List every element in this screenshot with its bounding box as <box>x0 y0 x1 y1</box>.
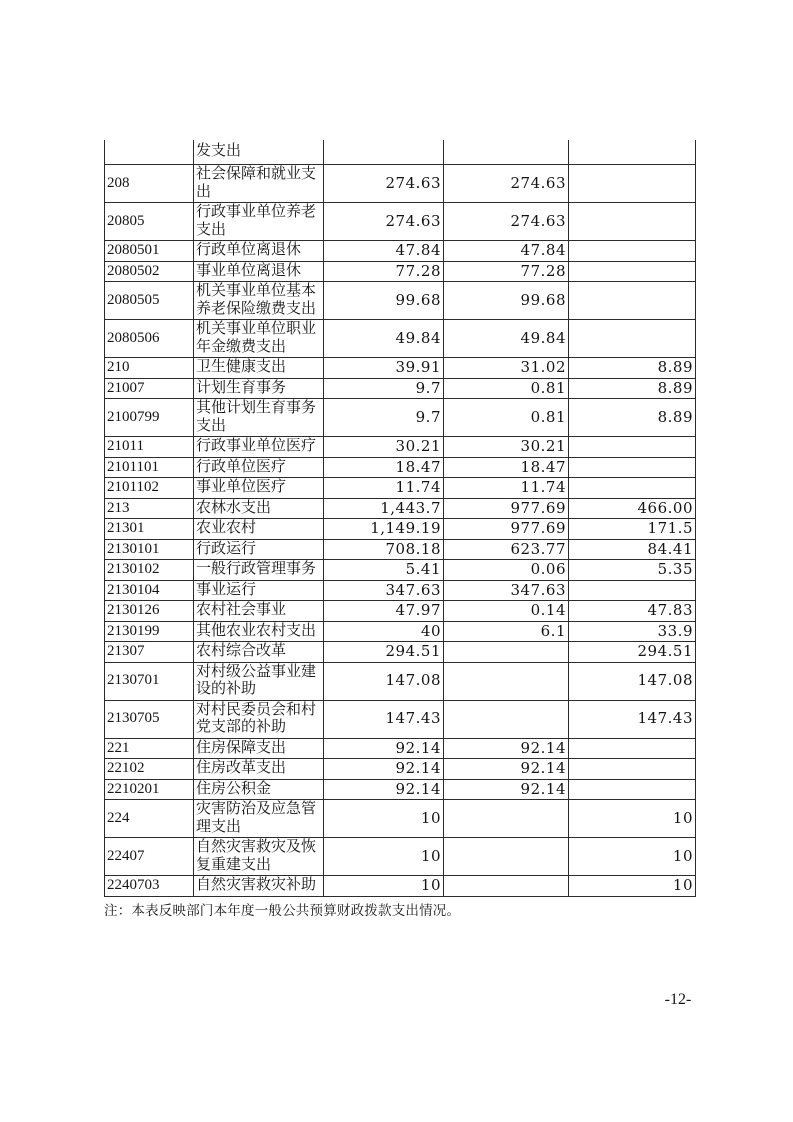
table-row <box>105 203 696 241</box>
amount-cell <box>444 662 569 700</box>
amount-cell: 49.84 <box>324 320 444 358</box>
amount-cell <box>444 140 569 165</box>
amount-cell: 99.68 <box>324 282 444 320</box>
amount-cell: 147.08 <box>569 662 696 700</box>
table-row <box>105 700 696 738</box>
code-cell: 2080506 <box>105 320 194 358</box>
amount-cell: 5.41 <box>324 560 444 581</box>
amount-cell <box>569 165 696 203</box>
item-name-cell: 对村民委员会和村党支部的补助 <box>194 700 324 738</box>
table-row <box>105 478 696 499</box>
amount-cell: 84.41 <box>569 539 696 560</box>
amount-cell: 49.84 <box>444 320 569 358</box>
amount-cell: 977.69 <box>444 519 569 540</box>
item-name-cell: 行政运行 <box>194 539 324 560</box>
code-cell: 2080505 <box>105 282 194 320</box>
table-row <box>105 759 696 780</box>
item-name-cell: 计划生育事务 <box>194 378 324 399</box>
amount-cell: 92.14 <box>324 759 444 780</box>
amount-cell: 274.63 <box>324 165 444 203</box>
amount-cell <box>569 241 696 262</box>
item-name-cell: 农业农村 <box>194 519 324 540</box>
amount-cell: 294.51 <box>569 642 696 663</box>
amount-cell: 77.28 <box>444 261 569 282</box>
amount-cell <box>444 642 569 663</box>
amount-cell: 11.74 <box>444 478 569 499</box>
item-name-cell: 行政事业单位医疗 <box>194 437 324 458</box>
amount-cell: 30.21 <box>444 437 569 458</box>
amount-cell: 47.84 <box>324 241 444 262</box>
amount-cell: 47.84 <box>444 241 569 262</box>
amount-cell: 11.74 <box>324 478 444 499</box>
table-row <box>105 378 696 399</box>
code-cell: 208 <box>105 165 194 203</box>
item-name-cell: 卫生健康支出 <box>194 358 324 379</box>
code-cell: 22407 <box>105 838 194 876</box>
item-name-cell: 机关事业单位职业年金缴费支出 <box>194 320 324 358</box>
table-row <box>105 539 696 560</box>
amount-cell: 347.63 <box>444 580 569 601</box>
table-row <box>105 738 696 759</box>
amount-cell: 92.14 <box>444 759 569 780</box>
amount-cell: 274.63 <box>444 165 569 203</box>
table-row <box>105 241 696 262</box>
amount-cell: 47.97 <box>324 601 444 622</box>
amount-cell: 40 <box>324 621 444 642</box>
code-cell: 2101102 <box>105 478 194 499</box>
table-row <box>105 601 696 622</box>
amount-cell: 0.81 <box>444 399 569 437</box>
item-name-cell: 自然灾害救灾补助 <box>194 876 324 897</box>
table-row <box>105 261 696 282</box>
amount-cell: 10 <box>324 838 444 876</box>
amount-cell: 92.14 <box>324 779 444 800</box>
amount-cell: 977.69 <box>444 498 569 519</box>
table-row <box>105 779 696 800</box>
item-name-cell: 其他农业农村支出 <box>194 621 324 642</box>
amount-cell: 5.35 <box>569 560 696 581</box>
code-cell: 2130104 <box>105 580 194 601</box>
amount-cell <box>569 437 696 458</box>
code-cell: 221 <box>105 738 194 759</box>
code-cell: 213 <box>105 498 194 519</box>
amount-cell: 77.28 <box>324 261 444 282</box>
item-name-cell: 自然灾害救灾及恢复重建支出 <box>194 838 324 876</box>
amount-cell: 347.63 <box>324 580 444 601</box>
amount-cell <box>569 580 696 601</box>
amount-cell: 10 <box>569 876 696 897</box>
code-cell: 2101101 <box>105 457 194 478</box>
item-name-cell: 住房改革支出 <box>194 759 324 780</box>
amount-cell <box>569 320 696 358</box>
code-cell: 2130199 <box>105 621 194 642</box>
code-cell: 2210201 <box>105 779 194 800</box>
amount-cell: 274.63 <box>444 203 569 241</box>
item-name-cell: 灾害防治及应急管理支出 <box>194 800 324 838</box>
amount-cell: 466.00 <box>569 498 696 519</box>
amount-cell: 99.68 <box>444 282 569 320</box>
amount-cell: 92.14 <box>444 738 569 759</box>
amount-cell: 147.43 <box>324 700 444 738</box>
amount-cell <box>569 261 696 282</box>
code-cell: 20805 <box>105 203 194 241</box>
item-name-cell: 农村综合改革 <box>194 642 324 663</box>
amount-cell: 8.89 <box>569 399 696 437</box>
item-name-cell: 农村社会事业 <box>194 601 324 622</box>
code-cell: 21307 <box>105 642 194 663</box>
amount-cell <box>444 700 569 738</box>
budget-expenditure-table <box>104 140 696 897</box>
amount-cell <box>444 838 569 876</box>
amount-cell: 147.43 <box>569 700 696 738</box>
amount-cell <box>569 779 696 800</box>
table-row <box>105 399 696 437</box>
table-row <box>105 642 696 663</box>
item-name-cell: 住房保障支出 <box>194 738 324 759</box>
table-row <box>105 498 696 519</box>
amount-cell: 0.14 <box>444 601 569 622</box>
code-cell: 210 <box>105 358 194 379</box>
amount-cell: 6.1 <box>444 621 569 642</box>
item-name-cell: 事业运行 <box>194 580 324 601</box>
table-row <box>105 358 696 379</box>
amount-cell: 9.7 <box>324 399 444 437</box>
item-name-cell: 机关事业单位基本养老保险缴费支出 <box>194 282 324 320</box>
amount-cell: 1,443.7 <box>324 498 444 519</box>
table-row <box>105 800 696 838</box>
item-name-cell: 社会保障和就业支出 <box>194 165 324 203</box>
amount-cell: 10 <box>324 876 444 897</box>
amount-cell: 274.63 <box>324 203 444 241</box>
table-body <box>105 140 696 896</box>
amount-cell <box>444 876 569 897</box>
amount-cell: 47.83 <box>569 601 696 622</box>
code-cell: 2240703 <box>105 876 194 897</box>
amount-cell: 623.77 <box>444 539 569 560</box>
code-cell: 21011 <box>105 437 194 458</box>
amount-cell <box>569 203 696 241</box>
code-cell: 2080502 <box>105 261 194 282</box>
code-cell: 2130701 <box>105 662 194 700</box>
item-name-cell: 住房公积金 <box>194 779 324 800</box>
amount-cell: 18.47 <box>444 457 569 478</box>
amount-cell: 39.91 <box>324 358 444 379</box>
item-name-cell: 其他计划生育事务支出 <box>194 399 324 437</box>
code-cell: 2130101 <box>105 539 194 560</box>
code-cell: 2130705 <box>105 700 194 738</box>
code-cell: 21007 <box>105 378 194 399</box>
table-footnote: 注：本表反映部门本年度一般公共预算财政拨款支出情况。 <box>104 903 461 918</box>
code-cell: 21301 <box>105 519 194 540</box>
amount-cell: 33.9 <box>569 621 696 642</box>
table-row <box>105 876 696 897</box>
code-cell <box>105 140 194 165</box>
amount-cell <box>569 140 696 165</box>
amount-cell: 10 <box>569 800 696 838</box>
amount-cell <box>569 478 696 499</box>
table-row <box>105 320 696 358</box>
amount-cell: 10 <box>324 800 444 838</box>
amount-cell <box>569 759 696 780</box>
amount-cell: 10 <box>569 838 696 876</box>
amount-cell: 92.14 <box>324 738 444 759</box>
amount-cell: 147.08 <box>324 662 444 700</box>
amount-cell <box>569 738 696 759</box>
amount-cell: 294.51 <box>324 642 444 663</box>
amount-cell: 8.89 <box>569 378 696 399</box>
item-name-cell: 事业单位离退休 <box>194 261 324 282</box>
item-name-cell: 行政单位离退休 <box>194 241 324 262</box>
item-name-cell: 发支出 <box>194 140 324 165</box>
table-row <box>105 165 696 203</box>
code-cell: 2100799 <box>105 399 194 437</box>
code-cell: 22102 <box>105 759 194 780</box>
item-name-cell: 行政事业单位养老支出 <box>194 203 324 241</box>
table-row <box>105 580 696 601</box>
amount-cell: 92.14 <box>444 779 569 800</box>
code-cell: 2080501 <box>105 241 194 262</box>
table-row <box>105 621 696 642</box>
amount-cell: 8.89 <box>569 358 696 379</box>
amount-cell: 30.21 <box>324 437 444 458</box>
continued-row <box>105 140 696 165</box>
table-row <box>105 282 696 320</box>
item-name-cell: 行政单位医疗 <box>194 457 324 478</box>
table-row <box>105 560 696 581</box>
page-number: -12- <box>664 991 692 1008</box>
amount-cell: 18.47 <box>324 457 444 478</box>
code-cell: 224 <box>105 800 194 838</box>
table-row <box>105 838 696 876</box>
amount-cell: 0.06 <box>444 560 569 581</box>
item-name-cell: 一般行政管理事务 <box>194 560 324 581</box>
item-name-cell: 事业单位医疗 <box>194 478 324 499</box>
amount-cell <box>569 282 696 320</box>
table-row <box>105 457 696 478</box>
amount-cell: 171.5 <box>569 519 696 540</box>
amount-cell <box>444 800 569 838</box>
code-cell: 2130102 <box>105 560 194 581</box>
amount-cell <box>569 457 696 478</box>
amount-cell <box>324 140 444 165</box>
amount-cell: 9.7 <box>324 378 444 399</box>
amount-cell: 1,149.19 <box>324 519 444 540</box>
code-cell: 2130126 <box>105 601 194 622</box>
table-row <box>105 519 696 540</box>
table-row <box>105 662 696 700</box>
item-name-cell: 农林水支出 <box>194 498 324 519</box>
amount-cell: 31.02 <box>444 358 569 379</box>
item-name-cell: 对村级公益事业建设的补助 <box>194 662 324 700</box>
table-row <box>105 437 696 458</box>
amount-cell: 708.18 <box>324 539 444 560</box>
amount-cell: 0.81 <box>444 378 569 399</box>
